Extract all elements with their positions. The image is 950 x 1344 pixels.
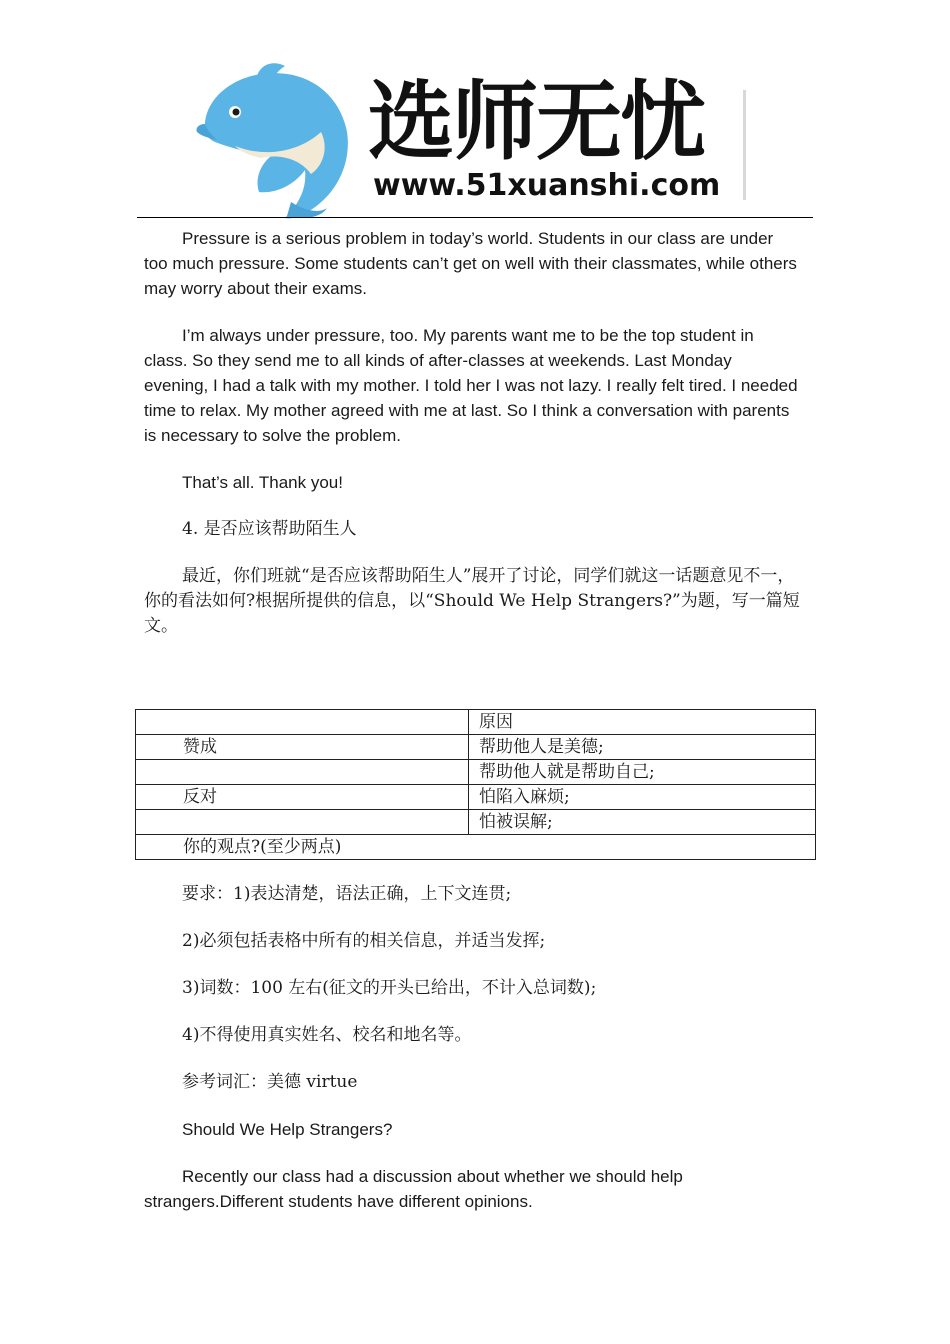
table-cell: 帮助他人就是帮助自己;	[469, 760, 816, 785]
brand-url: www.51xuanshi.com	[373, 168, 721, 203]
table-cell	[136, 760, 469, 785]
requirement-4: 4)不得使用真实姓名、校名和地名等。	[182, 1025, 472, 1045]
essay-title: Should We Help Strangers?	[182, 1120, 393, 1139]
task-heading: 4. 是否应该帮助陌生人	[182, 519, 357, 539]
header-rule	[137, 217, 813, 218]
table-row	[136, 810, 816, 835]
requirement-3: 3)词数：100 左右(征文的开头已给出，不计入总词数);	[182, 978, 597, 998]
brand-name: 选师无忧	[368, 72, 704, 172]
requirement-1: 要求：1)表达清楚，语法正确，上下文连贯;	[182, 884, 512, 904]
table-cell	[136, 710, 469, 735]
paragraph-closing: That’s all. Thank you!	[182, 473, 343, 492]
table-row	[136, 735, 816, 760]
dolphin-logo-icon	[195, 62, 355, 220]
opinion-table	[135, 709, 816, 860]
table-cell: 原因	[469, 710, 816, 735]
table-cell: 怕陷入麻烦;	[469, 785, 816, 810]
table-row	[136, 760, 816, 785]
requirement-2: 2)必须包括表格中所有的相关信息，并适当发挥;	[182, 931, 546, 951]
paragraph-pressure-intro: Pressure is a serious problem in today’s world. Students in our class are under too much pressure. Some students can’t get on well with their classmates, while others may worry about their exams.	[144, 229, 797, 298]
paragraph-pressure-personal: I’m always under pressure, too. My parents want me to be the top student in class. So they send me to all kinds of after-classes at weekends. Last Monday evening, I had a talk with my mother. I told her I was not lazy. I really felt tired. I needed time to relax. My mother agreed with me at last. So I think a conversation with parents is necessary to solve the problem.	[144, 326, 798, 445]
page-header	[0, 0, 950, 220]
table-row	[136, 835, 816, 860]
table-cell: 赞成	[136, 735, 469, 760]
essay-opening: Recently our class had a discussion about whether we should help strangers.Different students have different opinions.	[144, 1167, 683, 1211]
table-cell-your-view: 你的观点?(至少两点)	[136, 835, 816, 860]
table-row	[136, 710, 816, 735]
reference-vocab: 参考词汇：美德 virtue	[182, 1072, 358, 1092]
table-cell	[136, 810, 469, 835]
table-cell: 反对	[136, 785, 469, 810]
task-description: 最近，你们班就“是否应该帮助陌生人”展开了讨论，同学们就这一话题意见不一，你的看法如何?根据所提供的信息，以“Should We Help Strangers?”为题，写一篇短文。	[144, 566, 800, 636]
brand-divider	[743, 90, 746, 200]
table-cell: 怕被误解;	[469, 810, 816, 835]
document-body	[144, 226, 800, 1236]
table-row	[136, 785, 816, 810]
table-cell: 帮助他人是美德;	[469, 735, 816, 760]
